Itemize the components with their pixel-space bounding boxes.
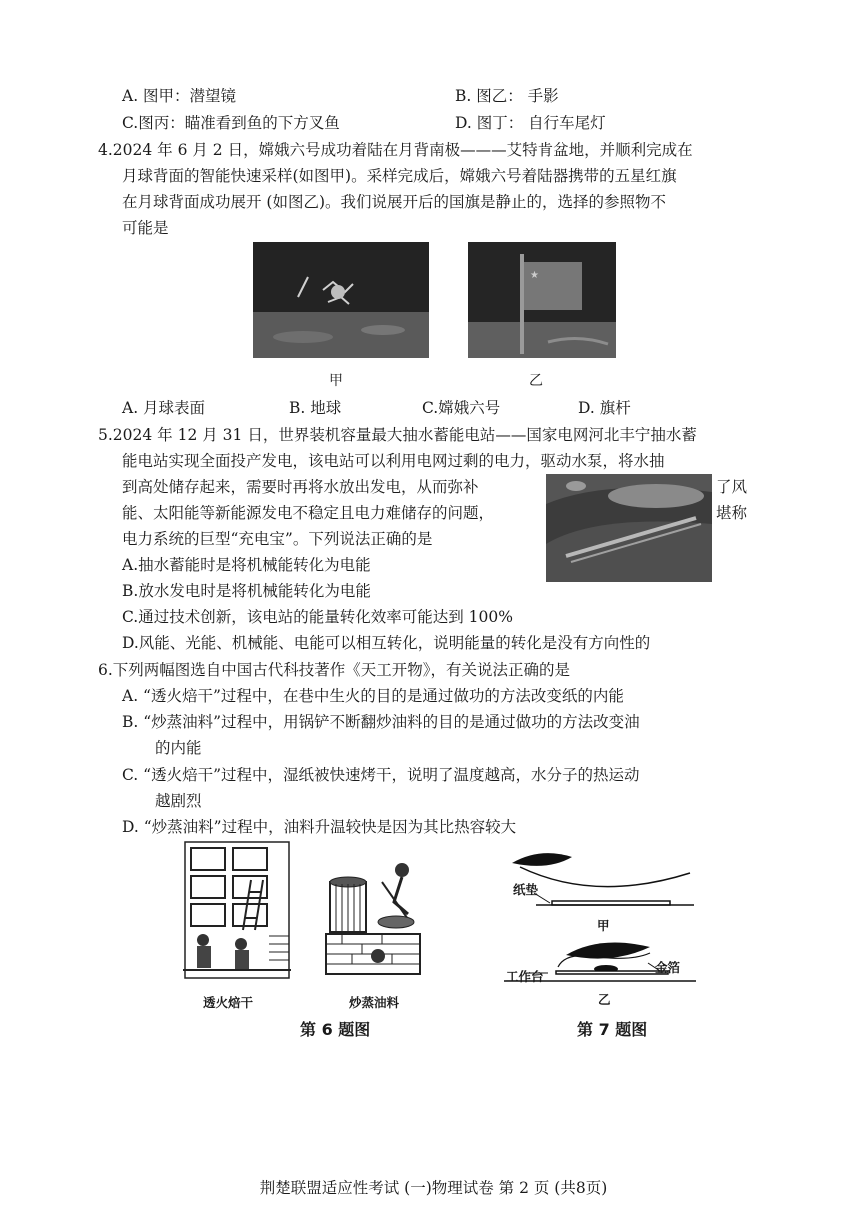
fig7-label-paper-pad: 纸垫 <box>513 882 539 897</box>
fig6-label-right: 炒蒸油料 <box>349 995 400 1010</box>
q5-stem-line3b: 了风 <box>716 478 748 496</box>
q6-option-c-line1: C. “透火焙干”过程中，湿纸被快速烤干，说明了温度越高，水分子的热运动 <box>122 766 640 784</box>
chang-e-6-sampling-photo <box>253 242 429 358</box>
q4-stem-line2: 月球背面的智能快速采样(如图甲)。采样完成后，嫦娥六号着陆器携带的五星红旗 <box>122 167 677 185</box>
q6-option-a: A. “透火焙干”过程中，在巷中生火的目的是通过做功的方法改变纸的内能 <box>122 687 624 705</box>
flag-on-moon-photo <box>468 242 616 358</box>
q6-option-d: D. “炒蒸油料”过程中，油料升温较快是因为其比热容较大 <box>122 818 517 836</box>
fig7-caption: 第 7 题图 <box>577 1020 648 1039</box>
q4-option-a: A. 月球表面 <box>122 399 206 417</box>
q4-stem-line4: 可能是 <box>122 219 169 237</box>
fig6-caption: 第 6 题图 <box>300 1020 371 1039</box>
q3-option-a: A. 图甲：潜望镜 <box>122 87 237 105</box>
fig7-label-gold-foil: 金箔 <box>655 960 681 975</box>
q5-option-b: B.放水发电时是将机械能转化为电能 <box>122 582 371 600</box>
q5-option-c: C.通过技术创新，该电站的能量转化效率可能达到 100% <box>122 608 513 626</box>
q5-stem-line3a: 到高处储存起来，需要时再将水放出发电，从而弥补 <box>122 478 479 496</box>
svg-text:★: ★ <box>530 270 539 281</box>
q6-option-b-line1: B. “炒蒸油料”过程中，用锅铲不断翻炒油料的目的是通过做功的方法改变油 <box>122 713 640 731</box>
q6-option-b-line2: 的内能 <box>155 739 202 757</box>
fig7-label-yi: 乙 <box>598 992 611 1007</box>
pumped-storage-station-photo <box>546 474 712 582</box>
q6-stem: 6.下列两幅图选自中国古代科技著作《天工开物》，有关说法正确的是 <box>98 661 571 679</box>
q5-stem-line1: 5.2024 年 12 月 31 日，世界装机容量最大抽水蓄能电站——国家电网河北丰宁抽水蓄 <box>98 426 697 444</box>
fig7-label-jia: 甲 <box>597 918 610 933</box>
q3-option-d: D. 图丁： 自行车尾灯 <box>455 114 606 132</box>
q5-option-a: A.抽水蓄能时是将机械能转化为电能 <box>122 556 371 574</box>
q4-stem-line1: 4.2024 年 6 月 2 日，嫦娥六号成功着陆在月背南极———艾特肯盆地，并顺利完成在 <box>98 141 693 159</box>
q5-stem-line5: 电力系统的巨型“充电宝”。下列说法正确的是 <box>122 530 433 548</box>
q6-option-c-line2: 越剧烈 <box>155 792 202 810</box>
q4-option-b: B. 地球 <box>289 399 342 417</box>
q4-option-c: C.嫦娥六号 <box>422 399 501 417</box>
page-footer: 荆楚联盟适应性考试 (一)物理试卷 第 2 页 (共8页) <box>259 1179 608 1197</box>
q5-stem-line4a: 能、太阳能等新能源发电不稳定且电力难储存的问题， <box>122 504 495 522</box>
tou-huo-bei-gan-illustration <box>183 840 291 980</box>
fig7-label-work-table: 工作台 <box>506 969 544 984</box>
q5-stem-line2: 能电站实现全面投产发电，该电站可以利用电网过剩的电力，驱动水泵，将水抽 <box>122 452 665 470</box>
q3-option-c: C.图丙：瞄准看到鱼的下方叉鱼 <box>122 114 340 132</box>
q4-stem-line3: 在月球背面成功展开 (如图乙)。我们说展开后的国旗是静止的，选择的参照物不 <box>122 193 667 211</box>
q3-option-b: B. 图乙： 手影 <box>455 87 559 105</box>
fig6-label-left: 透火焙干 <box>203 995 254 1010</box>
chao-zheng-you-liao-illustration <box>322 860 424 980</box>
photo-label-jia: 甲 <box>329 373 343 389</box>
q5-stem-line4b: 堪称 <box>716 504 748 522</box>
q4-option-d: D. 旗杆 <box>578 399 631 417</box>
q5-option-d: D.风能、光能、机械能、电能可以相互转化，说明能量的转化是没有方向性的 <box>122 634 651 652</box>
photo-label-yi: 乙 <box>529 373 543 389</box>
